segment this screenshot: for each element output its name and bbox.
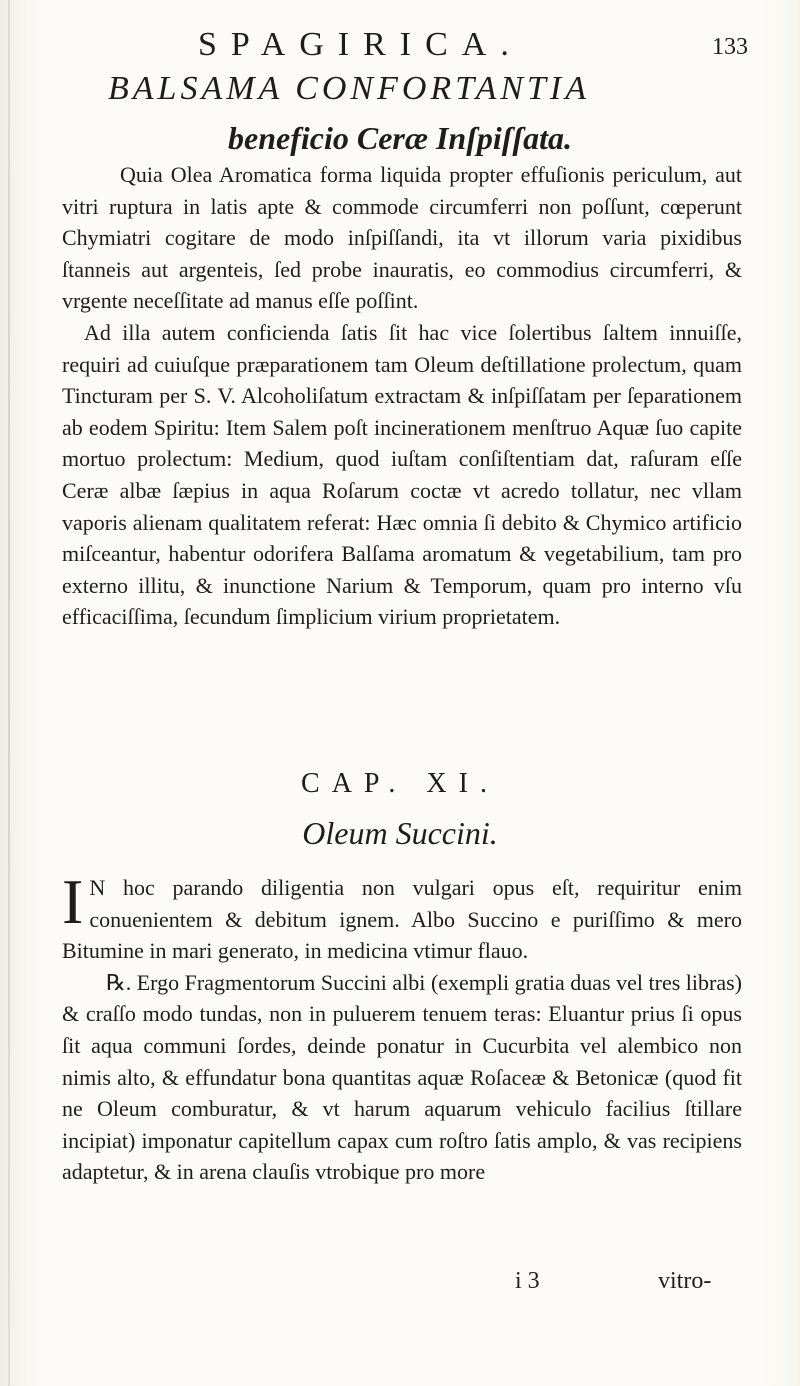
binding-gutter: [8, 0, 10, 1386]
chapter-body: [62, 866, 742, 1188]
chapter-title: Oleum Succini.: [302, 815, 498, 851]
page-number: 133: [712, 34, 748, 60]
page-header: [0, 12, 800, 63]
section-subtitle: beneficio Ceræ Inſpiſſata.: [228, 120, 572, 156]
chapter-number: CAP. XI.: [301, 768, 499, 799]
section-body: [62, 159, 742, 633]
catchword: vitro-: [658, 1268, 712, 1294]
paragraph: [62, 866, 742, 967]
paragraph: Quia Olea Aromatica forma liquida propter effuſionis periculum, aut vitri ruptura in latis apte & commode circumferri non poſſunt, cœperunt Chymiatri cogitare de modo inſpiſſandi, ita vt illorum varia pixidibus ſtanneis aut argenteis, ſed probe inauratis, eo commodius circumferri, & vrgente neceſſitate ad manus eſſe poſſint.: [62, 162, 742, 314]
drop-cap: I: [62, 866, 84, 937]
running-head: SPAGIRICA.: [198, 26, 523, 63]
paragraph: ℞. Ergo Fragmentorum Succini albi (exempli gratia duas vel tres libras) & craſſo modo tundas, non in puluerem tenuem teras: Eluantur prius ſi opus ſit aqua communi ſordes, deinde ponatur in Cucurbita vel alembico non nimis alto, & effundatur bona quantitas aquæ Roſaceæ & Betonicæ (quod fit ne Oleum comburatur, & vt harum aquarum vehiculo facilius ſtillare incipiat) imponatur capitellum capax cum roſtro ſatis amplo, & vas recipiens adaptetur, & in arena clauſis vtrobique pro more: [62, 969, 742, 1185]
section-title: BALSAMA CONFORTANTIA: [108, 70, 591, 107]
paragraph-text: N hoc parando diligentia non vulgari opus eſt, requiritur enim conuenientem & debitum ignem. Albo Succino e puriſſimo & mero Bitumine in mari generato, in medicina vtimur flauo.: [62, 875, 742, 964]
page-footer: [0, 1268, 800, 1302]
signature-mark: i 3: [515, 1268, 540, 1294]
paragraph: Ad illa autem conficienda ſatis ſit hac vice ſolertibus ſaltem innuiſſe, requiri ad cuiuſque præparationem tam Oleum deſtillatione prolectum, quam Tincturam per S. V. Alcoholiſatum extractam & inſpiſſatam per ſeparationem ab eodem Spiritu: Item Salem poſt incinerationem menſtruo Aquæ ſuo capite mortuo prolectum: Medium, quod iuſtam conſiſtentiam dat, raſuram eſſe Ceræ albæ ſæpius in aqua Roſarum coctæ vt acredo tollatur, nec vllam vaporis alienam qualitatem referat: Hæc omnia ſi debito & Chymico artificio miſceantur, habentur odorifera Balſama aromatum & vegetabilium, tam pro externo illitu, & inunctione Narium & Temporum, quam pro interno vſu efficaciſſima, ſecundum ſimplicium virium proprietatem.: [62, 319, 742, 630]
